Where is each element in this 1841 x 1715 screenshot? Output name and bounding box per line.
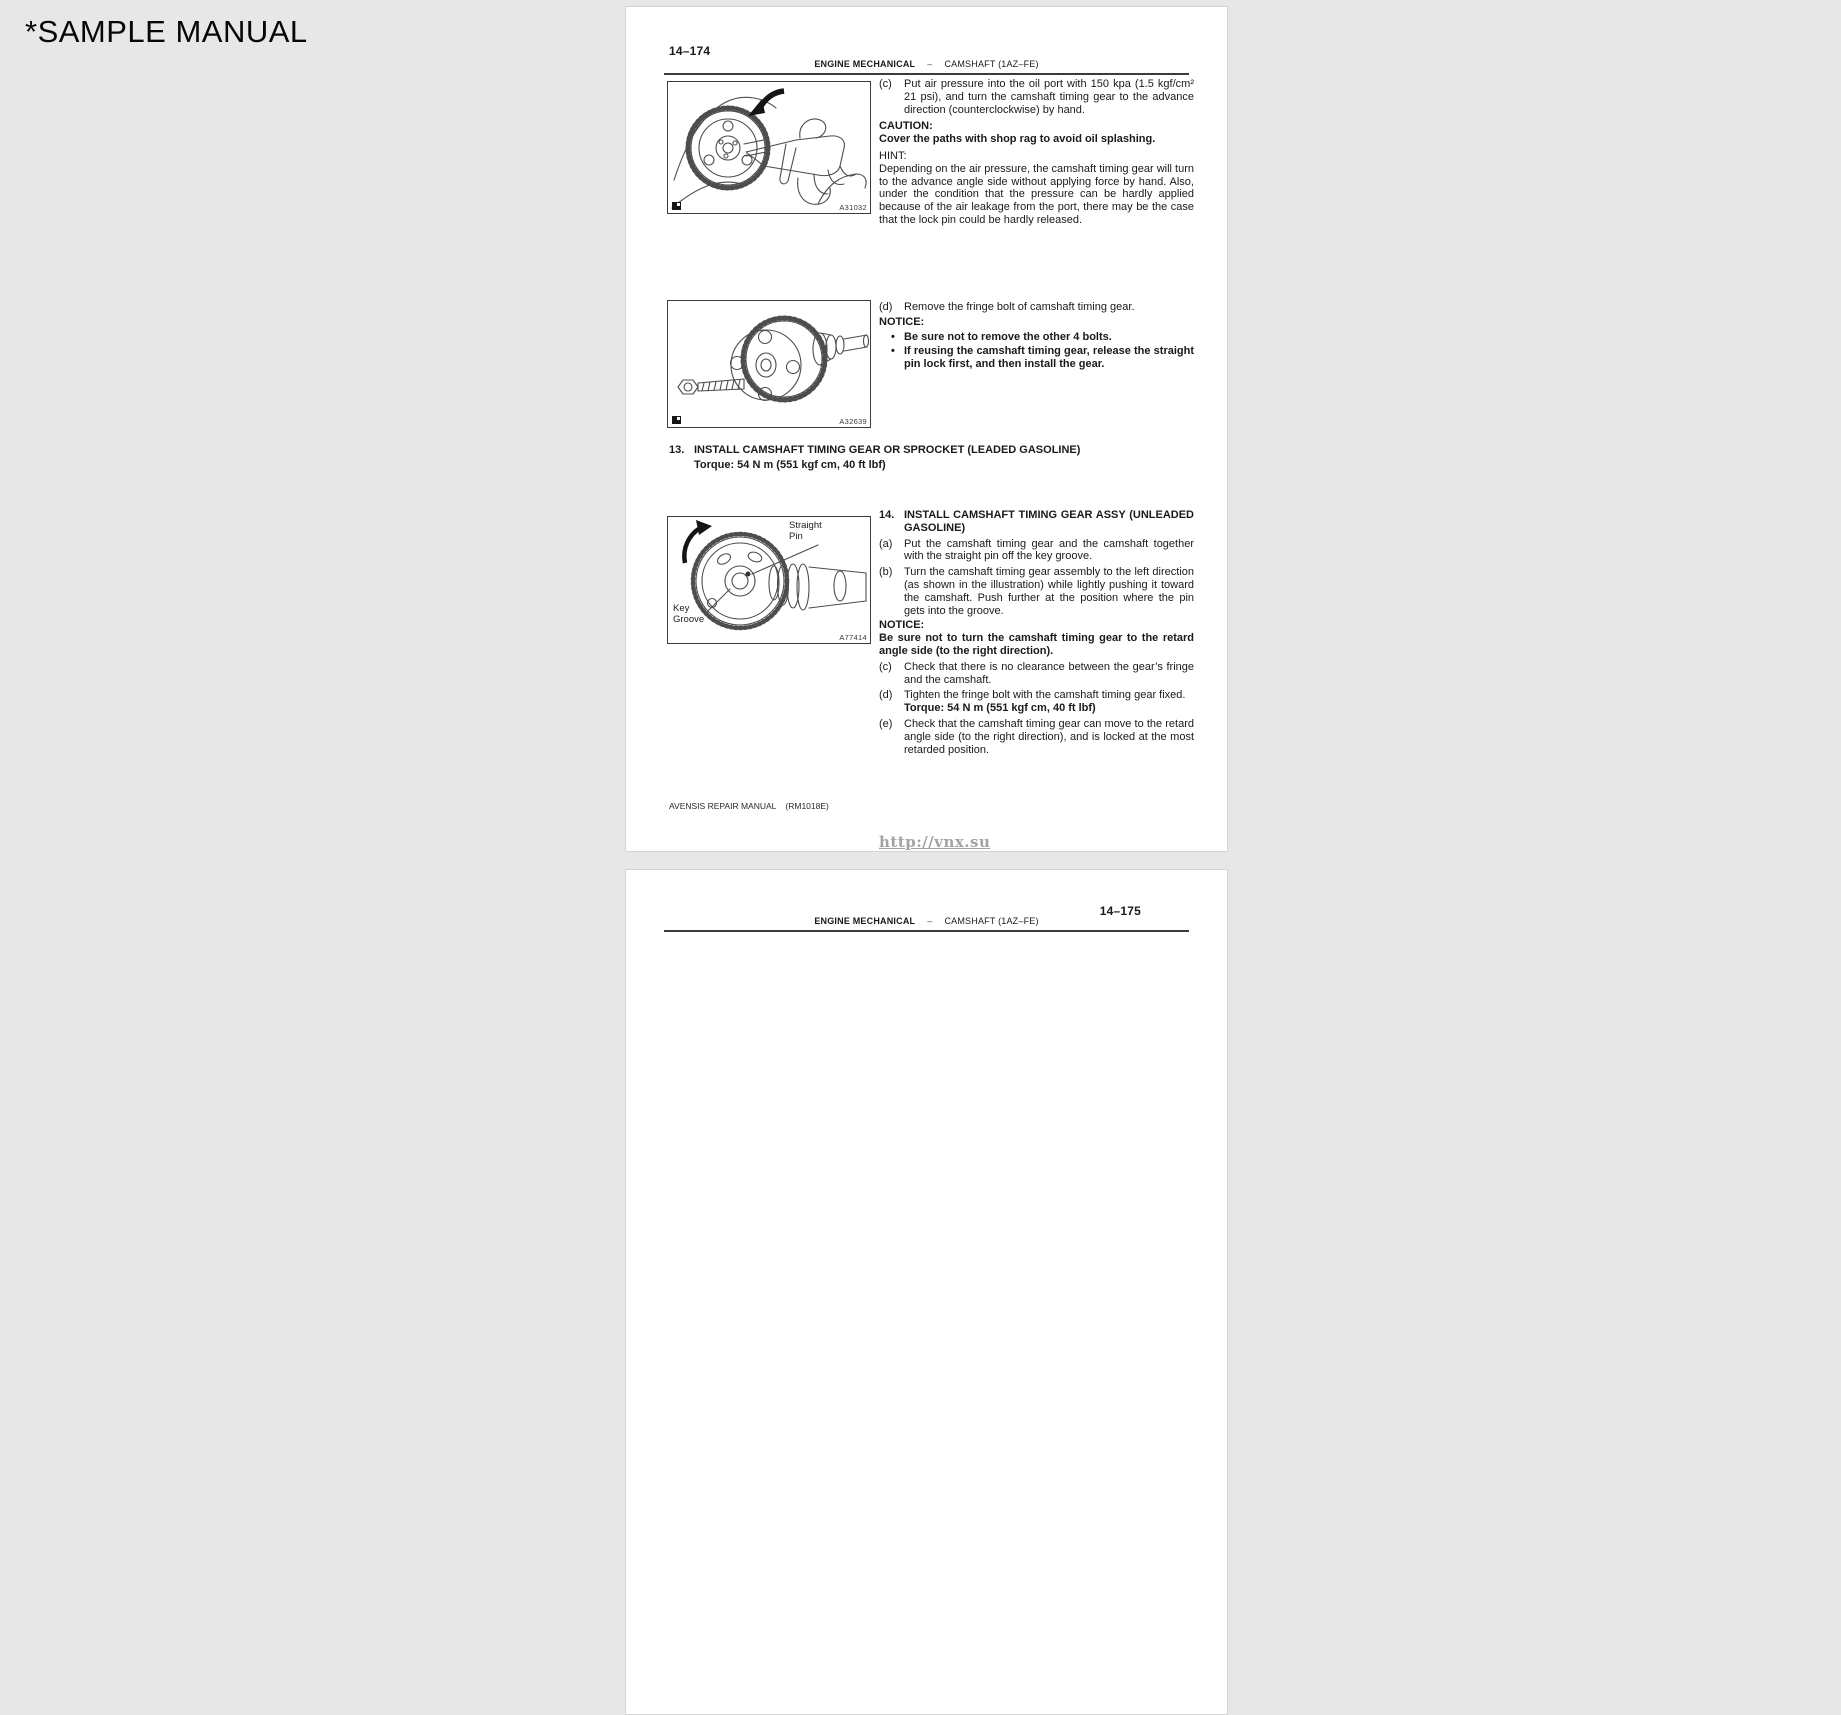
manual-page-2: [625, 869, 1228, 1715]
item-number: 14.: [879, 509, 895, 521]
bullet-text: Be sure not to remove the other 4 bolts.: [904, 330, 1112, 343]
step-c: [879, 78, 1194, 116]
notice-title: NOTICE:: [879, 315, 925, 328]
manual-page-1: [625, 6, 1228, 852]
step-label: (a): [879, 537, 893, 550]
scan-marker-icon: [672, 202, 681, 210]
step-d: [879, 689, 1194, 715]
step-c: [879, 661, 1194, 687]
section-label: ENGINE MECHANICAL: [814, 59, 916, 69]
step-text: Remove the fringe bolt of camshaft timing gear.: [904, 301, 1135, 313]
hint-text: Depending on the air pressure, the camshaft timing gear will turn to the advance angle side without applying force by hand. Also, under the condition that the pressure can be hardly applied because of the air leakage from the port, there may be the case that the lock pin could be hardly released.: [879, 162, 1194, 226]
notice-bullet-list: [879, 331, 1194, 371]
header-separator: –: [927, 916, 933, 926]
step-d: [879, 301, 1194, 314]
bullet-icon: •: [891, 345, 895, 358]
hint-title: HINT:: [879, 149, 907, 162]
step-label: (c): [879, 78, 892, 90]
caution-text: Cover the paths with shop rag to avoid oil splashing.: [879, 133, 1156, 146]
bullet-icon: •: [891, 330, 895, 343]
section-label: ENGINE MECHANICAL: [814, 916, 916, 926]
rotation-arrow-icon: [748, 91, 784, 116]
sample-manual-banner: *SAMPLE MANUAL: [25, 14, 308, 49]
step-label: (e): [879, 717, 893, 730]
scan-marker-icon: [672, 416, 681, 424]
figure-box-a77414: [667, 516, 871, 644]
notice-title: NOTICE:: [879, 619, 925, 632]
bullet-text: If reusing the camshaft timing gear, release the straight pin lock first, and then install the gear.: [904, 345, 1194, 371]
manual-title: AVENSIS REPAIR MANUAL: [669, 801, 777, 811]
item-title: INSTALL CAMSHAFT TIMING GEAR ASSY (UNLEADED GASOLINE): [904, 509, 1194, 534]
step-label: (d): [879, 689, 893, 702]
step-d-block: [879, 301, 1194, 371]
step-label: (d): [879, 301, 893, 313]
page-number: 14–174: [669, 44, 711, 58]
subsection-label: CAMSHAFT (1AZ–FE): [944, 916, 1039, 926]
page-footer: [669, 801, 829, 811]
figure-box-a31032: [667, 81, 871, 214]
figure-id: A77414: [839, 633, 867, 642]
page-header: [664, 59, 1189, 75]
step-text: Tighten the fringe bolt with the camshaft timing gear fixed.: [904, 689, 1186, 702]
page-header: [664, 916, 1189, 932]
step-label: (b): [879, 566, 893, 579]
step-label: (c): [879, 660, 892, 673]
step-c-block: [879, 78, 1194, 227]
item-14-title-row: [879, 509, 1194, 535]
exploded-gear-illustration: [668, 301, 870, 427]
torque-spec: Torque: 54 N m (551 kgf cm, 40 ft lbf): [904, 702, 1096, 715]
bullet-item: [879, 345, 1194, 371]
header-separator: –: [927, 59, 933, 69]
figure-id: A31032: [839, 203, 867, 212]
step-text: Put the camshaft timing gear and the camshaft together with the straight pin off the key groove.: [904, 537, 1194, 563]
step-b: [879, 566, 1194, 617]
item-13: [669, 444, 1199, 472]
step-text: Check that the camshaft timing gear can move to the retard angle side (to the right direction), and is locked at the most retarded position.: [904, 717, 1194, 756]
step-text: Turn the camshaft timing gear assembly to the left direction (as shown in the illustration) while lightly pushing it toward the camshaft. Push further at the position where the pin gets into the groove.: [904, 566, 1194, 617]
step-e: [879, 718, 1194, 756]
item-14: [879, 509, 1194, 756]
step-a: [879, 538, 1194, 564]
torque-spec: Torque: 54 N m (551 kgf cm, 40 ft lbf): [694, 459, 886, 471]
notice-text: Be sure not to turn the camshaft timing gear to the retard angle side (to the right direction).: [879, 632, 1194, 657]
subsection-label: CAMSHAFT (1AZ–FE): [944, 59, 1039, 69]
airgun-timing-gear-illustration: [668, 82, 870, 213]
label-key-groove: Key Groove: [673, 603, 705, 625]
step-text: Put air pressure into the oil port with 150 kpa (1.5 kgf/cm² 21 psi), and turn the camshaft timing gear to the advance direction (counterclockwise) by hand.: [904, 78, 1194, 116]
item-title: INSTALL CAMSHAFT TIMING GEAR OR SPROCKET (LEADED GASOLINE): [694, 444, 1081, 456]
page-number: 14–175: [1099, 904, 1141, 918]
bullet-item: [879, 331, 1194, 344]
manual-code: (RM1018E): [785, 801, 829, 811]
step-text: Check that there is no clearance between the gear’s fringe and the camshaft.: [904, 660, 1194, 686]
caution-title: CAUTION:: [879, 120, 933, 133]
label-straight-pin: Straight Pin: [789, 520, 822, 542]
figure-id: A32639: [839, 417, 867, 426]
vnx-watermark: http://vnx.su: [879, 833, 991, 851]
item-number: 13.: [669, 444, 685, 456]
figure-box-a32639: [667, 300, 871, 428]
